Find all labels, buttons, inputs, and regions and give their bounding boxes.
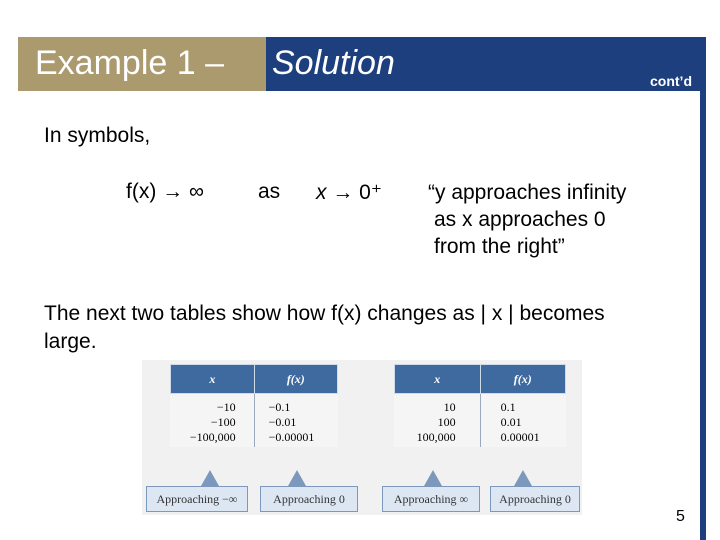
page-number: 5 xyxy=(676,508,685,525)
table-cell: −0.00001 xyxy=(268,430,315,444)
table-cell: 100,000 xyxy=(416,430,456,444)
quote-line-1: “y approaches infinity xyxy=(428,181,627,204)
approach-label: Approaching 0 xyxy=(490,486,580,512)
approach-label: Approaching 0 xyxy=(260,486,358,512)
approach-label: Approaching −∞ xyxy=(146,486,248,512)
approach-pointer xyxy=(514,470,532,486)
approach-label: Approaching ∞ xyxy=(382,486,480,512)
intro-text: In symbols, xyxy=(44,124,151,147)
table-cell: 0.01 xyxy=(500,415,522,429)
slide-subtitle: Solution xyxy=(272,44,395,82)
table-cell: 0.1 xyxy=(500,400,516,414)
table-cell: 100 xyxy=(437,415,456,429)
approach-pointer xyxy=(201,470,219,486)
formula-right-rest: → 0⁺ xyxy=(332,181,382,204)
table2-header-fx: f(x) xyxy=(480,365,565,394)
approach-pointer xyxy=(424,470,442,486)
table-cell: −100,000 xyxy=(189,430,236,444)
table-cell: 10 xyxy=(443,400,456,414)
paragraph-line-2: large. xyxy=(44,330,97,353)
approach-pointer xyxy=(288,470,306,486)
slide-title: Example 1 – xyxy=(35,44,224,82)
table-cell: −0.01 xyxy=(268,415,297,429)
as-word: as xyxy=(258,180,281,203)
table2-x-column xyxy=(395,394,481,448)
table-cell: −100 xyxy=(210,415,236,429)
table1-fx-column xyxy=(254,394,337,448)
formula-right xyxy=(316,180,382,205)
continued-label: cont’d xyxy=(650,73,692,89)
table-positive xyxy=(394,364,566,447)
table1-x-column xyxy=(171,394,255,448)
table-cell: −10 xyxy=(216,400,236,414)
table1-header-x: x xyxy=(171,365,255,394)
paragraph-line-1: The next two tables show how f(x) changes as | x | becomes xyxy=(44,302,605,325)
table-cell: 0.00001 xyxy=(500,430,540,444)
formula-left: f(x) → ∞ xyxy=(126,180,204,203)
quote-block xyxy=(428,179,626,260)
table1-header-fx: f(x) xyxy=(254,365,337,394)
quote-line-3: from the right” xyxy=(434,235,565,258)
quote-line-2: as x approaches 0 xyxy=(434,208,606,231)
formula-right-var: x xyxy=(316,181,327,204)
table2-fx-column xyxy=(480,394,565,448)
table-cell: −0.1 xyxy=(268,400,291,414)
table2-header-x: x xyxy=(395,365,481,394)
table-negative xyxy=(170,364,338,447)
right-accent-bar xyxy=(700,91,706,540)
